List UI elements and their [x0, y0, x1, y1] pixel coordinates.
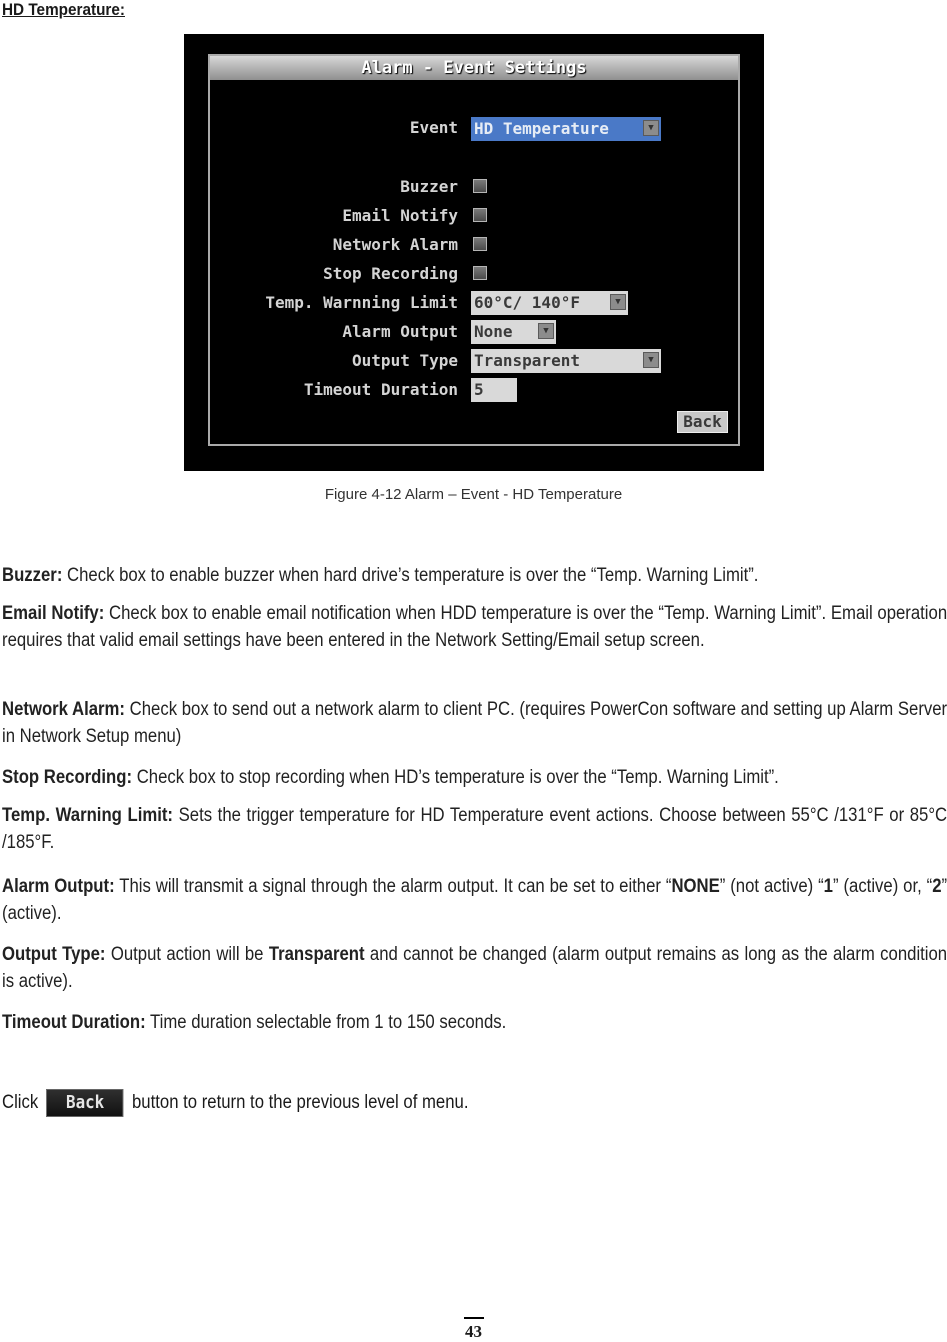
desc-alarm-output-2: ” (not active) “: [719, 876, 824, 897]
buzzer-label: Buzzer: [400, 177, 458, 196]
timeout-duration-label: Timeout Duration: [303, 380, 458, 399]
temp-limit-value: 60°C/ 140°F: [474, 293, 580, 312]
chevron-down-icon: ▼: [643, 352, 659, 368]
paragraph-stop-recording: [2, 764, 947, 791]
desc-temp-limit: Sets the trigger temperature for HD Temperature event actions. Choose between 55°C /131°F or 85°C /185°F.: [2, 805, 947, 853]
paragraph-email-notify: [2, 600, 947, 654]
value-none: NONE: [671, 876, 720, 897]
network-alarm-label: Network Alarm: [332, 235, 458, 254]
paragraph-alarm-output: [2, 873, 947, 927]
term-output-type: Output Type:: [2, 944, 106, 965]
email-notify-checkbox[interactable]: [473, 208, 487, 222]
paragraph-timeout-duration: [2, 1009, 947, 1036]
dvr-title: Alarm - Event Settings: [361, 58, 587, 78]
back-button-inline: Back: [46, 1089, 123, 1117]
paragraph-network-alarm: [2, 696, 947, 750]
term-buzzer: Buzzer:: [2, 565, 63, 586]
desc-alarm-output-3: ” (active) or, “: [832, 876, 933, 897]
temp-limit-label: Temp. Warnning Limit: [265, 293, 458, 312]
buzzer-checkbox[interactable]: [473, 179, 487, 193]
email-notify-label: Email Notify: [342, 206, 458, 225]
output-type-select[interactable]: [471, 349, 661, 373]
figure-caption: Figure 4-12 Alarm – Event - HD Temperature: [324, 486, 623, 503]
term-stop-recording: Stop Recording:: [2, 767, 133, 788]
paragraph-buzzer: [2, 562, 947, 589]
value-transparent: Transparent: [268, 944, 365, 965]
paragraph-temp-limit: [2, 802, 947, 856]
click-text: Click: [2, 1092, 39, 1113]
desc-alarm-output-4: ” (active).: [2, 876, 947, 924]
click-after-text: button to return to the previous level of menu.: [132, 1092, 469, 1113]
alarm-output-value: None: [474, 322, 513, 341]
paragraph-output-type: [2, 941, 947, 995]
value-1: 1: [823, 876, 833, 897]
dvr-screenshot: [184, 34, 764, 471]
term-network-alarm: Network Alarm:: [2, 699, 125, 720]
dvr-titlebar: [210, 56, 738, 80]
desc-email-notify: Check box to enable email notification when HDD temperature is over the “Temp. Warning Limit”. Email operation requires that valid email settings have been entered in the Network Setting/Email setup screen.: [2, 603, 947, 651]
desc-stop-recording: Check box to stop recording when HD’s temperature is over the “Temp. Warning Limit”.: [132, 767, 779, 788]
temp-limit-select[interactable]: [471, 291, 628, 315]
desc-timeout-duration: Time duration selectable from 1 to 150 seconds.: [145, 1012, 507, 1033]
desc-output-type-1: Output action will be: [105, 944, 269, 965]
event-select[interactable]: [471, 117, 661, 141]
desc-buzzer: Check box to enable buzzer when hard drive’s temperature is over the “Temp. Warning Limit”.: [62, 565, 759, 586]
alarm-output-select[interactable]: [471, 320, 556, 344]
alarm-output-label: Alarm Output: [342, 322, 458, 341]
event-label: Event: [409, 118, 458, 137]
page-number: 43: [465, 1322, 482, 1341]
page-number-rule: [464, 1317, 484, 1319]
click-back-instruction: [2, 1088, 468, 1118]
desc-alarm-output-1: This will transmit a signal through the alarm output. It can be set to either “: [114, 876, 672, 897]
chevron-down-icon: ▼: [610, 294, 626, 310]
term-timeout-duration: Timeout Duration:: [2, 1012, 146, 1033]
chevron-down-icon: ▼: [643, 120, 659, 136]
stop-recording-label: Stop Recording: [323, 264, 458, 283]
network-alarm-checkbox[interactable]: [473, 237, 487, 251]
term-email-notify: Email Notify:: [2, 603, 105, 624]
output-type-label: Output Type: [352, 351, 458, 370]
value-2: 2: [932, 876, 942, 897]
section-title: HD Temperature:: [2, 0, 125, 19]
back-button[interactable]: Back: [677, 411, 728, 433]
desc-output-type-2: and cannot be changed (alarm output remains as long as the alarm condition is active).: [2, 944, 947, 992]
timeout-duration-input[interactable]: 5: [471, 378, 517, 402]
output-type-value: Transparent: [474, 351, 580, 370]
term-alarm-output: Alarm Output:: [2, 876, 115, 897]
event-value: HD Temperature: [474, 119, 609, 138]
desc-network-alarm: Check box to send out a network alarm to client PC. (requires PowerCon software and setting up Alarm Server in Network Setup menu): [2, 699, 947, 747]
chevron-down-icon: ▼: [538, 323, 554, 339]
stop-recording-checkbox[interactable]: [473, 266, 487, 280]
term-temp-limit: Temp. Warning Limit:: [2, 805, 173, 826]
